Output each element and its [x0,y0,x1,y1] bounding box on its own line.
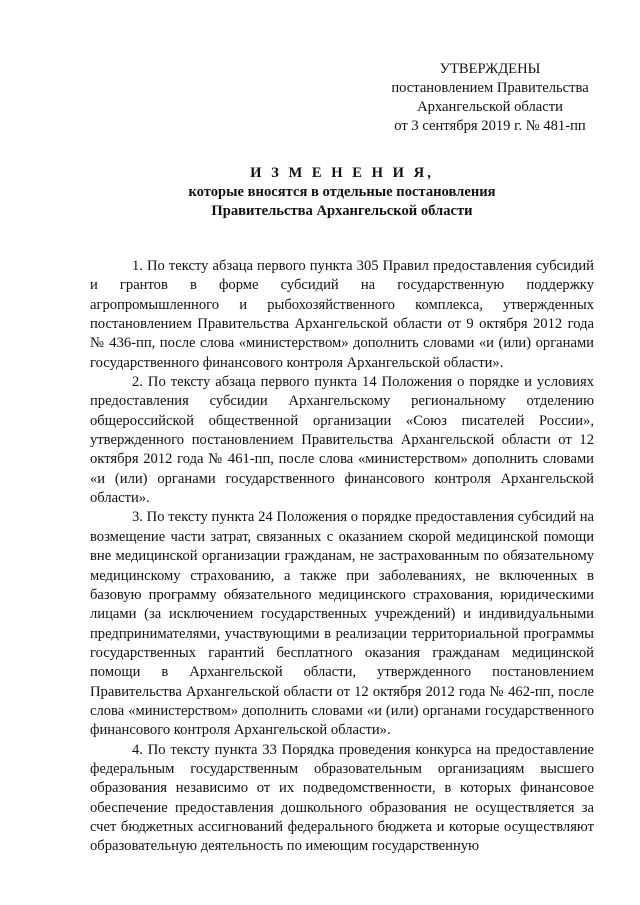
approval-title: УТВЕРЖДЕНЫ [439,61,541,77]
paragraph-1: 1. По тексту абзаца первого пункта 305 Правил предоставления субсидий и грантов в форме субсидий на государственную поддержку агропромышленного и рыбохозяйственного комплекса, утвержденных постановлением Правительства Архангельской области от 9 октября 2012 года № 436-пп, после слова «министерством» дополнить словами «и (или) органами государственного финансового контроля Архангельской области». [90,258,594,371]
approval-line-date: от 3 сентября 2019 г. № 481-пп [394,118,586,134]
document-heading [92,164,592,221]
approval-stamp [370,60,610,136]
paragraph-3: 3. По тексту пункта 24 Положения о порядке предоставления субсидий на возмещение части затрат, связанных с оказанием скорой медицинской помощи вне медицинской организации гражданам, не застрахованным по обязательному медицинскому страхованию, а также при заболеваниях, не включенных в базовую программу обязательного медицинского страхования, юридическими лицами (за исключением государственных учреждений) и индивидуальными предпринимателями, участвующими в реализации территориальной программы государственных гарантий бесплатного оказания гражданам медицинской помощи в Архангельской области, утвержденного постановлением Правительства Архангельской области от 12 октября 2012 года № 462-пп, после слова «министерством» дополнить словами «и (или) органами государственного финансового контроля Архангельской области». [90,509,594,739]
paragraph-4: 4. По тексту пункта 33 Порядка проведения конкурса на предоставление федеральным государственным образовательным организациям высшего образования независимо от их подведомственности, в которых финансовое обеспечение предоставления дошкольного образования не осуществляется за счет бюджетных ассигнований федерального бюджета и которые осуществляют образовательную деятельность по имеющим государственную [90,741,594,855]
approval-line-region: Архангельской области [417,99,563,115]
document-subtitle-authority: Правительства Архангельской области [211,203,473,219]
document-body [90,257,594,857]
paragraph-2: 2. По тексту абзаца первого пункта 14 Положения о порядке и условиях предоставления субсидии Архангельскому региональному отделению общероссийской общественной организации «Союз писателей России», утвержденного постановлением Правительства Архангельской области от 12 октября 2012 года № 461-пп, после слова «министерством» дополнить словами «и (или) органами государственного финансового контроля Архангельской области». [90,374,594,507]
document-title: И З М Е Н Е Н И Я, [250,165,434,181]
document-subtitle: которые вносятся в отдельные постановления [188,184,496,200]
approval-line-resolution: постановлением Правительства [391,80,589,96]
